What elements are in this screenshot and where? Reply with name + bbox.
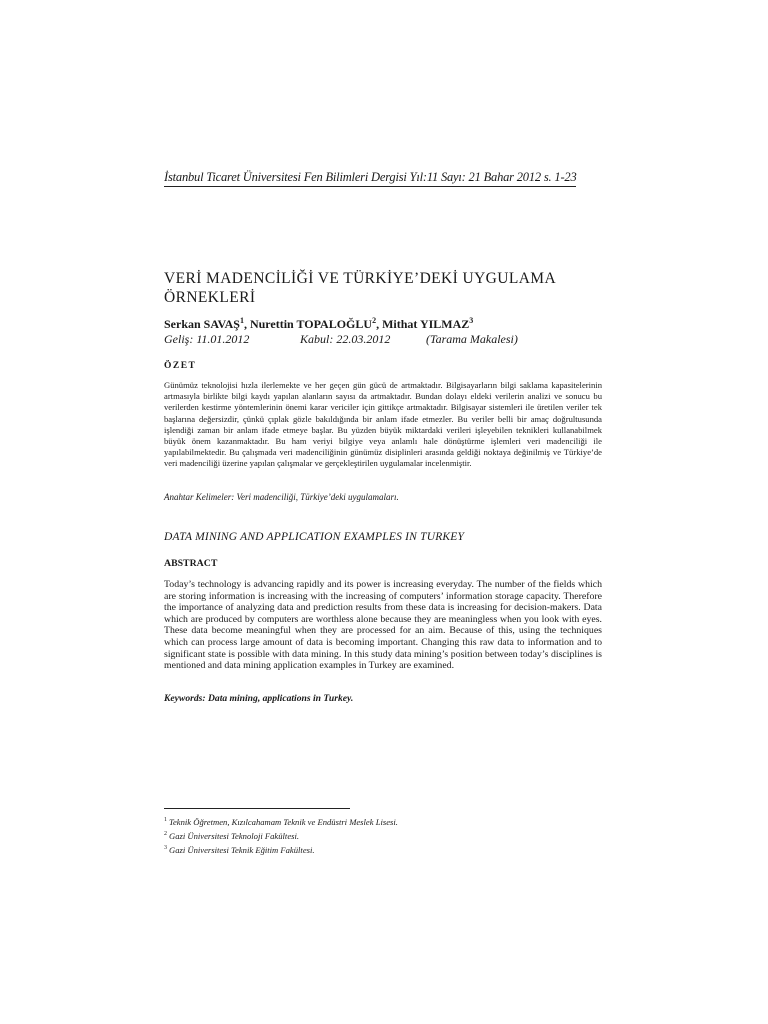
header-rule <box>164 186 576 187</box>
ozet-body: Günümüz teknolojisi hızla ilerlemekte ve her geçen gün gücü de artmaktadır. Bilgisayarların bilgi saklama kapasitelerinin artmasıyla birlikte bilgi kaydı yapılan alanların sayısı da artmaktadır. Bundan dolayı eldeki verilerin analizi ve sonucu bu verilerden kestirme yöntemlerinin önemi karar vericiler için gittikçe artmaktadır. Bilgisayar sistemleri ile üretilen veriler tek başlarına değersizdir, çünkü çıplak gözle bakıldığında bir anlam ifade etmezler. Bu veriler belli bir amaç doğrultusunda işlendiği zaman bir anlam ifade etmeye başlar. Bu yüzden büyük miktardaki verileri işleyebilen teknikleri kullanabilmek büyük önem kazanmaktadır. Bu ham veriyi bilgiye veya anlamlı hale dönüştürme işlemleri veri madenciliği ile yapılabilmektedir. Bu çalışmada veri madenciliğinin günümüz disiplinleri arasında geldiği noktaya değinilmiş ve Türkiye’de veri madenciliği üzerine yapılan çalışmalar ve gerçekleştirilen uygulamalar incelenmiştir. <box>164 380 602 469</box>
footnote-text: Gazi Üniversitesi Teknoloji Fakültesi. <box>169 830 300 841</box>
english-title: DATA MINING AND APPLICATION EXAMPLES IN TURKEY <box>164 531 465 543</box>
footnote <box>164 828 584 842</box>
author-name: Nurettin TOPALOĞLU <box>249 317 373 331</box>
ozet-heading: ÖZET <box>164 361 197 371</box>
footnotes <box>164 814 584 856</box>
author-list: Serkan SAVAŞ$^1$, Nurettin TOPALOĞLU$^2$, Mithat YILMAZ$^3$ <box>164 316 474 331</box>
abstract-heading: ABSTRACT <box>164 558 218 569</box>
accepted-date: Kabul: 22.03.2012 <box>300 332 391 346</box>
author-name: Serkan SAVAŞ <box>164 317 240 331</box>
journal-header: İstanbul Ticaret Üniversitesi Fen Bilimleri Dergisi Yıl:11 Sayı: 21 Bahar 2012 s. 1-23 <box>164 170 577 184</box>
article-type: (Tarama Makalesi) <box>426 332 518 346</box>
footnote-text: Gazi Üniversitesi Teknik Eğitim Fakültesi. <box>169 844 315 855</box>
article-dates <box>164 332 584 347</box>
footnote-mark: 2 <box>164 830 167 837</box>
footnote <box>164 842 584 856</box>
footnote-mark: 1 <box>164 817 167 823</box>
author-name: Mithat YILMAZ <box>382 317 470 331</box>
footnote-rule <box>164 808 350 809</box>
article-title: VERİ MADENCİLİĞİ VE TÜRKİYE’DEKİ UYGULAMA ÖRNEKLERİ <box>164 270 556 306</box>
abstract-body: Today’s technology is advancing rapidly and its power is increasing everyday. The number of the fields which are storing information is increasing with the increasing of computers’ information storage capacity. Therefore the importance of analyzing data and prediction results from these data is increasing for decision-makers. Data which are produced by computers are worthless alone because they are meaningless when you look with eyes. These data become meaningful when they are processed for an aim. Because of this, using the techniques which can process large amount of data is becoming important. Changing this raw data to information and to significant state is possible with data mining. In this study data mining’s position between today’s disciplines is mentioned and data mining application examples in Turkey are examined. <box>164 579 602 672</box>
author-mark: 1 <box>239 316 244 325</box>
footnote-text: Teknik Öğretmen, Kızılcahamam Teknik ve Endüstri Meslek Lisesi. <box>169 816 398 827</box>
ozet-keywords: Anahtar Kelimeler: Veri madenciliği, Türkiye’deki uygulamaları. <box>164 492 399 502</box>
footnote-mark: 3 <box>164 844 167 851</box>
english-keywords: Keywords: Data mining, applications in Turkey. <box>164 693 354 704</box>
received-date: Geliş: 11.01.2012 <box>164 332 250 346</box>
author-mark: 2 <box>372 316 377 325</box>
footnote <box>164 814 584 828</box>
author-mark: 3 <box>469 316 474 325</box>
